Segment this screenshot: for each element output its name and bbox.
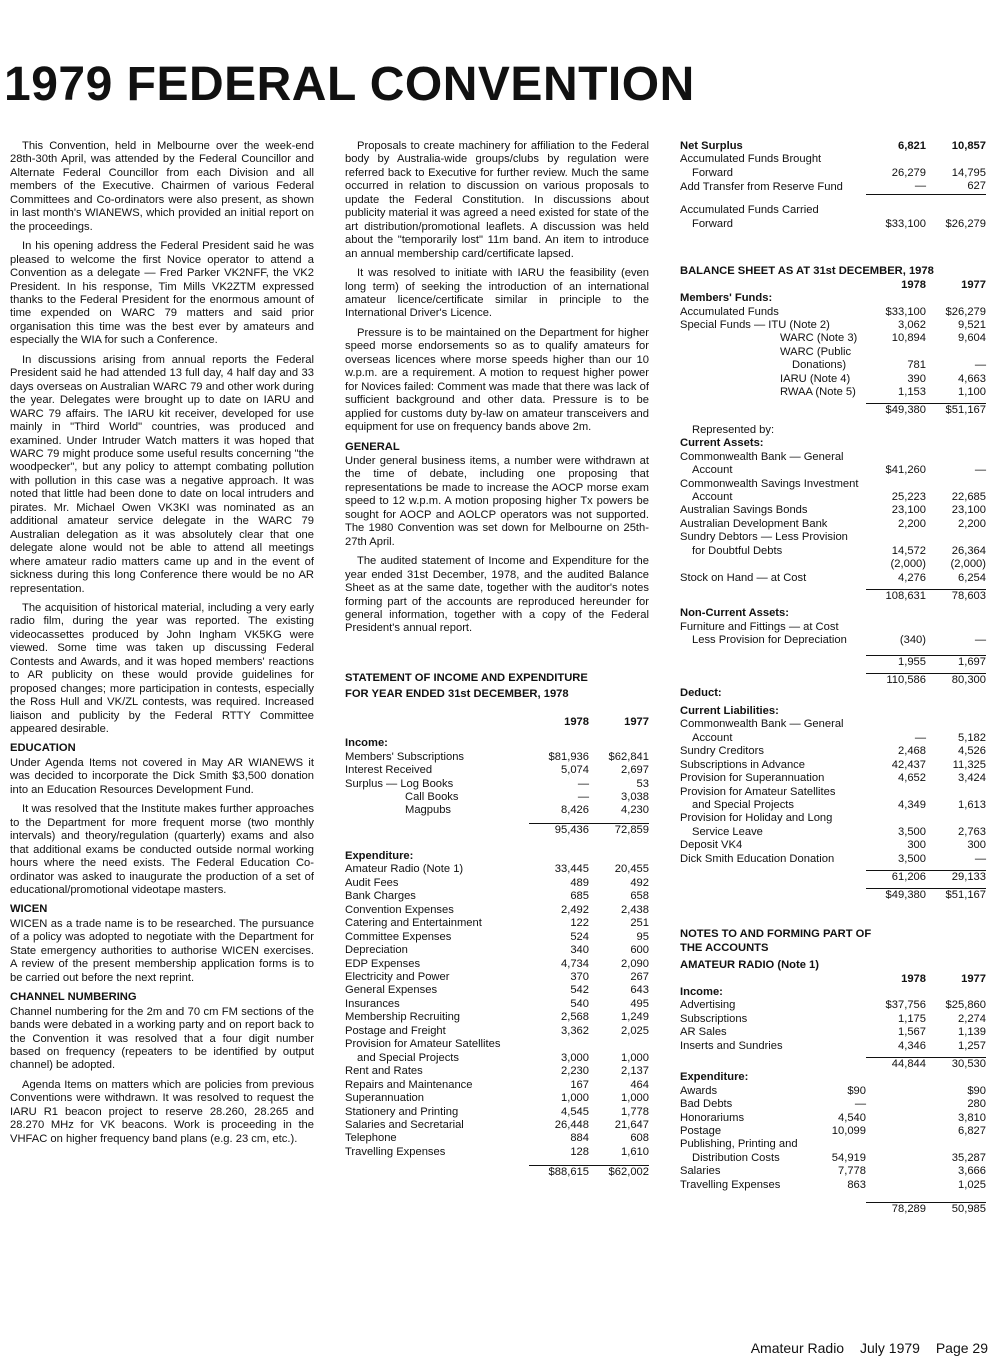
paragraph: It was resolved to initiate with IARU the feasibility (even long term) of seeking the introduction of an international amateur licence/certificate similar in principle to the International Driver's Licence. — [345, 267, 649, 320]
table-row: Account — 5,182 — [692, 731, 986, 744]
table-row: (2,000) (2,000) — [890, 558, 986, 571]
table-row: Provision for Amateur Satellites — [680, 785, 836, 798]
table-row: EDP Expenses 4,734 2,090 — [345, 957, 649, 970]
table-row: Magpubs 8,426 4,230 — [405, 804, 649, 817]
table-row: Provision for Amateur Satellites — [345, 1038, 501, 1051]
year-header: 1978 — [901, 972, 926, 985]
table-row: Australian Development Bank 2,200 2,200 — [680, 517, 986, 530]
income-statement-table — [345, 716, 649, 1180]
statement-subtitle: FOR YEAR ENDED 31st DECEMBER, 1978 — [345, 688, 569, 701]
table-row: Net Surplus 6,821 10,857 — [680, 140, 986, 152]
expenditure-heading: Expenditure: — [680, 1071, 749, 1084]
total-row: 61,206 29,133 — [680, 870, 986, 884]
represented-by-label: Represented by: — [692, 423, 775, 436]
table-row: Subscriptions 1,175 2,274 — [680, 1012, 986, 1025]
table-row: for Doubtful Debts 14,572 26,364 — [692, 544, 986, 557]
notes-title: THE ACCOUNTS — [680, 941, 769, 954]
table-row: Publishing, Printing and — [680, 1138, 798, 1151]
section-heading-wicen: WICEN — [10, 903, 48, 916]
table-row: Australian Savings Bonds 23,100 23,100 — [680, 504, 986, 517]
table-row: Sundry Creditors 2,468 4,526 — [680, 745, 986, 758]
paragraph: The acquisition of historical material, including a very early radio film, during the year was reported. The existing videocassettes produced by John Ingham VK5KG were viewed. Some time was taken up discussing Federal Contests and Awards, and it was hoped members' reactions to AR publicity on these would provide guidelines for proposed changes; more participation in contests, especially the Ross Hull and VK/ZL contests, was required. Increased liaison and publicity by the Federal RTTY Committee appeared desirable. — [10, 601, 314, 736]
table-row: IARU (Note 4) 390 4,663 — [780, 372, 986, 385]
table-row: Forward $33,100 $26,279 — [692, 217, 986, 230]
paragraph: Under general business items, a number were withdrawn at the time of debate, including one proposing that representations be made to increase the AOCP morse exam speed to 12 w.p.m. A motion proposing higher Tx powers be sought for AOCP and AOLCP operators was not supported. The 1980 Convention was set down for Melbourne on 25th-27th April. — [345, 454, 649, 548]
issue-date: July 1979 — [860, 1340, 920, 1356]
table-row: Rent and Rates 2,230 2,137 — [345, 1065, 649, 1078]
table-row: Subscriptions in Advance 42,437 11,325 — [680, 758, 986, 771]
table-row: Awards $90 $90 — [680, 1084, 986, 1097]
table-row: General Expenses 542 643 — [345, 984, 649, 997]
year-header: 1977 — [961, 972, 986, 985]
table-row: Commonwealth Bank — General — [680, 450, 844, 463]
deduct-heading: Deduct: — [680, 687, 722, 700]
column-2 — [345, 140, 649, 1179]
table-row: Forward 26,279 14,795 — [692, 166, 986, 179]
paragraph: In discussions arising from annual reports the Federal President said he had attended 13 full day, 4 half day and 33 days overseas on Australian WARC 79 and other work during the year. Delegates were brought up to date on IARU and WARC 79 affairs. The IARU kit receiver, developed for use mainly in "Third World" countries, was produced and examined. Under Intruder Watch matters it was hoped that WARC 79 might produce some useful results concerning "the woodpecker", but any policy to attempt combating pollution with pollution in this case was a negative approach. It was noted that little had been done to date on local intruders and pirates. Mr. Michael Owen VK3KI was nominated as an additional amateur service delegate in the WARC 79 Australian delegation as it was absolutely clear that one delegate alone would not be able to attend all meetings where amateur radio matters came up and in the event of sickness during this long Conference there would be no AR representation. — [10, 353, 314, 595]
total-row: $49,380 $51,167 — [680, 404, 986, 418]
total-row: 110,586 80,300 — [680, 673, 986, 687]
income-heading: Income: — [345, 737, 388, 750]
table-row: Salaries and Secretarial 26,448 21,647 — [345, 1118, 649, 1131]
paragraph: In his opening address the Federal President said he was pleased to welcome the first Novice operator to attend a Convention as a delegate — Fred Parker VK2NFF, the VK2 President. In his response, Tim Mills VK2ZTM expressed thanks to the Federal President for the enormous amount of time expended on WARC 79 matters and said prior organisation this time was the best ever by amateurs and especially the WIA for such a Conference. — [10, 240, 314, 347]
surplus-table — [680, 140, 986, 231]
table-row: Catering and Entertainment 122 251 — [345, 917, 649, 930]
table-row: Advertising $37,756 $25,860 — [680, 999, 986, 1012]
table-row: Furniture and Fittings — at Cost — [680, 620, 839, 633]
table-row: Stock on Hand — at Cost 4,276 6,254 — [680, 571, 986, 584]
page-title: 1979 FEDERAL CONVENTION — [4, 58, 695, 111]
table-row: Membership Recruiting 2,568 1,249 — [345, 1011, 649, 1024]
paragraph: This Convention, held in Melbourne over the week-end 28th-30th April, was attended by the Federal Councillor and Alternate Federal Councillor from each Division and all members of the Executive. Chairmen of various Federal Committees and Co-ordinators were also present, as shown in last month's WIANEWS, which provided an initial report on the proceedings. — [10, 140, 314, 233]
table-row: Electricity and Power 370 267 — [345, 970, 649, 983]
section-heading-general: GENERAL — [345, 440, 400, 453]
table-row: Convention Expenses 2,492 2,438 — [345, 903, 649, 916]
table-row: AR Sales 1,567 1,139 — [680, 1026, 986, 1039]
total-row: 1,955 1,697 — [680, 655, 986, 669]
table-row: Dick Smith Education Donation 3,500 — — [680, 852, 986, 865]
table-row: Interest Received 5,074 2,697 — [345, 764, 649, 777]
table-row: Less Provision for Depreciation (340) — — [692, 634, 986, 646]
current-liabilities-heading: Current Liabilities: — [680, 704, 779, 717]
year-header: 1977 — [624, 715, 649, 728]
table-row: Travelling Expenses 863 1,025 — [680, 1178, 986, 1191]
table-row: Provision for Superannuation 4,652 3,424 — [680, 772, 986, 785]
balance-sheet-table — [680, 279, 986, 902]
table-row: Members' Subscriptions $81,936 $62,841 — [345, 750, 649, 763]
table-row: Honorariums 4,540 3,810 — [680, 1111, 986, 1124]
table-row: Repairs and Maintenance 167 464 — [345, 1078, 649, 1091]
table-row: Bank Charges 685 658 — [345, 890, 649, 903]
page-number: Page 29 — [935, 1340, 988, 1356]
paragraph: Pressure is to be maintained on the Department for higher speed morse endorsements so as to qualify amateurs for overseas licences where morse speeds higher than our 10 w.p.m. are a requirement. A motion to request higher power for Novices failed: Comment was made that there was lack of sufficient background and other data. Pressure is to be applied for customs duty by-law on amateur transceivers and equipment for use on frequency bands above 2m. — [345, 326, 649, 434]
column-1 — [10, 140, 314, 1152]
table-row: Distribution Costs 54,919 35,287 — [692, 1151, 986, 1164]
paragraph: Channel numbering for the 2m and 70 cm FM sections of the bands were debated in a working party and on report back to the Convention it was resolved that a four digit number based on frequency (repeaters to be identified by output channel) be adopted. — [10, 1005, 314, 1072]
section-heading-education: EDUCATION — [10, 742, 76, 755]
table-row: Salaries 7,778 3,666 — [680, 1165, 986, 1178]
table-row: Deposit VK4 300 300 — [680, 839, 986, 852]
table-row: Surplus — Log Books — 53 — [345, 777, 649, 790]
total-row: 44,844 30,530 — [680, 1057, 986, 1071]
table-row: Add Transfer from Reserve Fund — 627 — [680, 180, 986, 193]
table-row: RWAA (Note 5) 1,153 1,100 — [780, 386, 986, 399]
page-footer — [739, 1340, 988, 1356]
total-row: 108,631 78,603 — [680, 589, 986, 603]
table-row: Audit Fees 489 492 — [345, 876, 649, 889]
table-row: Bad Debts — 280 — [680, 1098, 986, 1111]
total-row: 78,289 50,985 — [680, 1202, 986, 1216]
notes-table — [680, 973, 986, 1217]
expenditure-heading: Expenditure: — [345, 849, 414, 862]
column-3 — [680, 140, 986, 1216]
table-row: Commonwealth Savings Investment — [680, 477, 859, 490]
table-row: and Special Projects 3,000 1,000 — [357, 1051, 649, 1064]
table-row: and Special Projects 4,349 1,613 — [692, 798, 986, 811]
publication-name: Amateur Radio — [750, 1340, 845, 1356]
year-header: 1977 — [961, 278, 986, 291]
table-row: Inserts and Sundries 4,346 1,257 — [680, 1039, 986, 1052]
current-assets-heading: Current Assets: — [680, 437, 764, 450]
total-row: $88,615 $62,002 — [345, 1165, 649, 1179]
paragraph: WICEN as a trade name is to be researched. The pursuance of a policy was adopted to negotiate with the Department for State emergency authorities to authorise WICEN exercises. A review of the present membership application forms is to be carried out before the next reprint. — [10, 917, 314, 984]
table-row: WARC (Public — [780, 345, 852, 358]
year-header: 1978 — [564, 715, 589, 728]
paragraph: Proposals to create machinery for affiliation to the Federal body by Australia-wide groups/clubs by regulation were referred back to Executive for further review. Much the same occurred in relation to discussion on various proposals to update the Federal Constitution. In discussions about publicity material it was agreed a need existed for state of the art distribution/promotional leaflets. A discussion was held about the "temporarily lost" 11m band. An item to introduce an annual membership card/certificate lapsed. — [345, 140, 649, 260]
paragraph: Agenda Items on matters which are policies from previous Conventions were withdrawn. It was resolved to request the IARU R1 beacon project to reserve 28.260, 28.265 and 28.270 MHz for VK beacons. Work is proceeding in the VHFAC on higher frequency band plans (e.g. 23 cm, etc.). — [10, 1078, 314, 1145]
paragraph: Under Agenda Items not covered in May AR WIANEWS it was decided to incorporate the Dick Smith $3,500 donation into an Education Resources Development Fund. — [10, 756, 314, 796]
table-row: Commonwealth Bank — General — [680, 718, 844, 731]
table-row: Postage 10,099 6,827 — [680, 1125, 986, 1137]
notes-subtitle: AMATEUR RADIO (Note 1) — [680, 959, 820, 972]
year-header: 1978 — [901, 278, 926, 291]
table-row: Sundry Debtors — Less Provision — [680, 531, 848, 544]
notes-title: NOTES TO AND FORMING PART OF — [680, 928, 872, 941]
table-row: Call Books — 3,038 — [405, 791, 649, 804]
table-row: Stationery and Printing 4,545 1,778 — [345, 1105, 649, 1118]
table-row: Provision for Holiday and Long — [680, 812, 833, 825]
non-current-assets-heading: Non-Current Assets: — [680, 607, 789, 620]
table-row: Account 25,223 22,685 — [692, 490, 986, 503]
income-heading: Income: — [680, 985, 723, 998]
table-row: WARC (Note 3) 10,894 9,604 — [780, 332, 986, 345]
table-row: Accumulated Funds Carried — [680, 204, 819, 217]
table-row: Service Leave 3,500 2,763 — [692, 825, 986, 838]
table-row: Depreciation 340 600 — [345, 944, 649, 957]
statement-title: STATEMENT OF INCOME AND EXPENDITURE — [345, 671, 588, 684]
table-row: Postage and Freight 3,362 2,025 — [345, 1024, 649, 1037]
paragraph: The audited statement of Income and Expenditure for the year ended 31st December, 1978, and the audited Balance Sheet as at the same date, together with the auditor's notes forming part of the accounts are reproduced hereunder for general information, together with a copy of the Federal President's annual report. — [345, 555, 649, 635]
table-row: Insurances 540 495 — [345, 997, 649, 1010]
members-funds-heading: Members' Funds: — [680, 292, 773, 305]
table-row: Donations) 781 — — [792, 359, 986, 372]
paragraph: It was resolved that the Institute makes further approaches to the Department for more frequent morse (two monthly intervals) and theory/regulation (quarterly) exams and also that additional exams be conducted outside normal working hours where the need exists. The Federal Education Co-ordinator was asked to inaugurate the production of a set of educational/promotional videotape masters. — [10, 803, 314, 897]
total-row: 95,436 72,859 — [345, 824, 649, 838]
table-row: Telephone 884 608 — [345, 1132, 649, 1145]
table-row: Accumulated Funds $33,100 $26,279 — [680, 305, 986, 318]
total-row: $49,380 $51,167 — [680, 888, 986, 902]
table-row: Superannuation 1,000 1,000 — [345, 1092, 649, 1105]
table-row: Account $41,260 — — [692, 464, 986, 477]
table-row: Special Funds — ITU (Note 2) 3,062 9,521 — [680, 319, 986, 332]
balance-sheet-title: BALANCE SHEET AS AT 31st DECEMBER, 1978 — [680, 265, 934, 278]
table-row: Committee Expenses 524 95 — [345, 930, 649, 943]
table-row: Accumulated Funds Brought — [680, 153, 822, 166]
table-row: Amateur Radio (Note 1) 33,445 20,455 — [345, 863, 649, 876]
table-row: Travelling Expenses 128 1,610 — [345, 1145, 649, 1158]
section-heading-channel: CHANNEL NUMBERING — [10, 991, 137, 1004]
